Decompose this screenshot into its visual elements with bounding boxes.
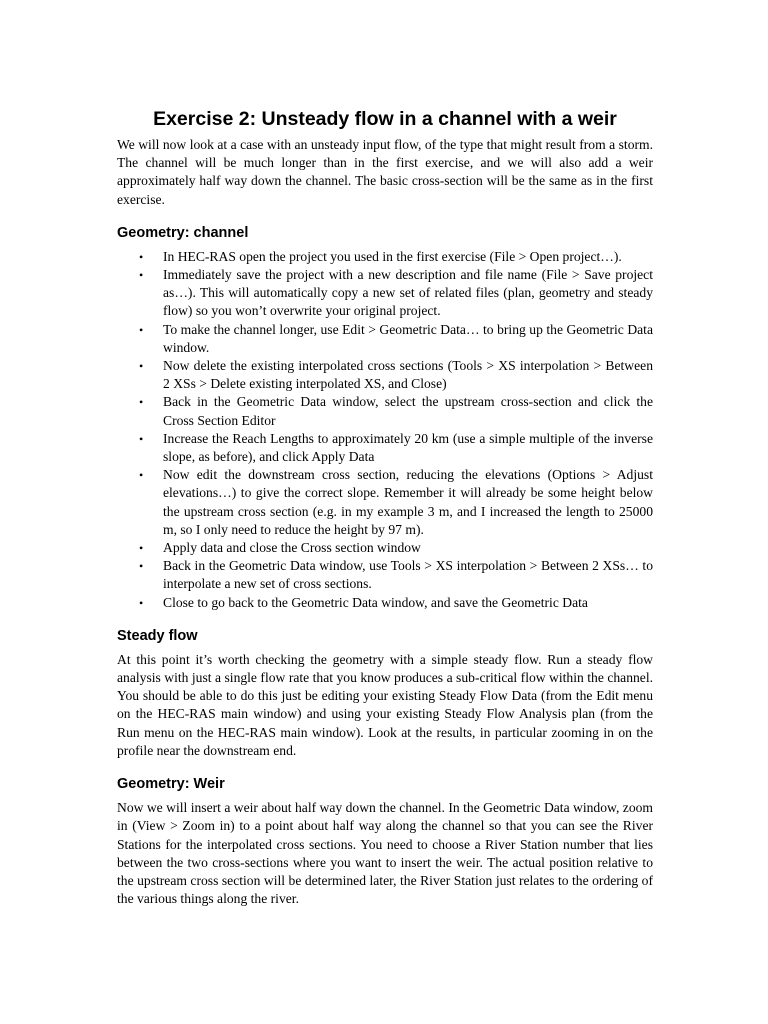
bullet-icon: •	[139, 468, 144, 483]
list-item: • Back in the Geometric Data window, select the upstream cross-section and click the Cross Section Editor	[139, 394, 653, 428]
list-item: • In HEC-RAS open the project you used in the first exercise (File > Open project…).	[117, 248, 653, 266]
section-heading-geometry-channel: Geometry: channel	[117, 224, 249, 241]
bullet-icon: •	[139, 395, 144, 410]
list-item: • Back in the Geometric Data window, use Tools > XS interpolation > Between 2 XSs… to interpolate a new set of cross sections.	[139, 558, 653, 592]
list-item: • Immediately save the project with a new description and file name (File > Save project as…). This will automatically copy a new set of related files (plan, geometry and steady flow) so you won’t overwrite your original project.	[139, 267, 653, 319]
steady-flow-paragraph: At this point it’s worth checking the geometry with a simple steady flow. Run a steady flow analysis with just a single flow rate that you know produces a sub-critical flow within the channel. You should be able to do this just be editing your existing Steady Flow Data (from the Edit menu on the HEC-RAS main window) and using your existing Steady Flow Analysis plan (from the Run menu on the HEC-RAS main window). Look at the results, in particular zooming in on the profile near the downstream end.	[117, 651, 653, 758]
geometry-weir-paragraph: Now we will insert a weir about half way down the channel. In the Geometric Data window, zoom in (View > Zoom in) to a point about half way along the channel so that you can see the River Stations for the interpolated cross sections. You need to choose a River Station number that lies between the two cross-sections where you want to insert the weir. The actual position relative to the upstream cross section will be determined later, the River Station just relates to the ordering of the various things along the river.	[117, 800, 653, 907]
section-heading-geometry-weir: Geometry: Weir	[117, 776, 225, 793]
list-item: • To make the channel longer, use Edit > Geometric Data… to bring up the Geometric Data window.	[139, 321, 653, 355]
bullet-icon: •	[139, 322, 144, 337]
bullet-icon: •	[139, 541, 144, 556]
bullet-icon: •	[139, 249, 144, 264]
geometry-channel-steps-list	[117, 248, 653, 612]
list-item: • Apply data and close the Cross section window	[117, 539, 653, 557]
section-heading-steady-flow: Steady flow	[117, 627, 198, 644]
list-item: • Increase the Reach Lengths to approximately 20 km (use a simple multiple of the inverse slope, as before), and click Apply Data	[139, 430, 653, 465]
bullet-icon: •	[139, 359, 144, 374]
list-item: • Now edit the downstream cross section, reducing the elevations (Options > Adjust elevations…) to give the correct slope. Remember it will already be some height below the upstream cross section (e.g. in my example 3 m, and I increased the length to 25000 m, so I only need to reduce the height by 97 m).	[139, 467, 653, 537]
page-title: Exercise 2: Unsteady flow in a channel with a weir	[153, 108, 617, 130]
bullet-icon: •	[139, 268, 144, 283]
list-item: • Now delete the existing interpolated cross sections (Tools > XS interpolation > Between 2 XSs > Delete existing interpolated XS, and Close)	[139, 358, 653, 392]
list-item: • Close to go back to the Geometric Data window, and save the Geometric Data	[117, 594, 653, 612]
bullet-icon: •	[139, 595, 144, 610]
document-page	[117, 106, 653, 908]
bullet-icon: •	[139, 431, 144, 446]
intro-paragraph: We will now look at a case with an unsteady input flow, of the type that might result from a storm. The channel will be much longer than in the first exercise, and we will also add a weir approximately half way down the channel. The basic cross-section will be the same as in the first exercise.	[117, 137, 653, 207]
bullet-icon: •	[139, 559, 144, 574]
